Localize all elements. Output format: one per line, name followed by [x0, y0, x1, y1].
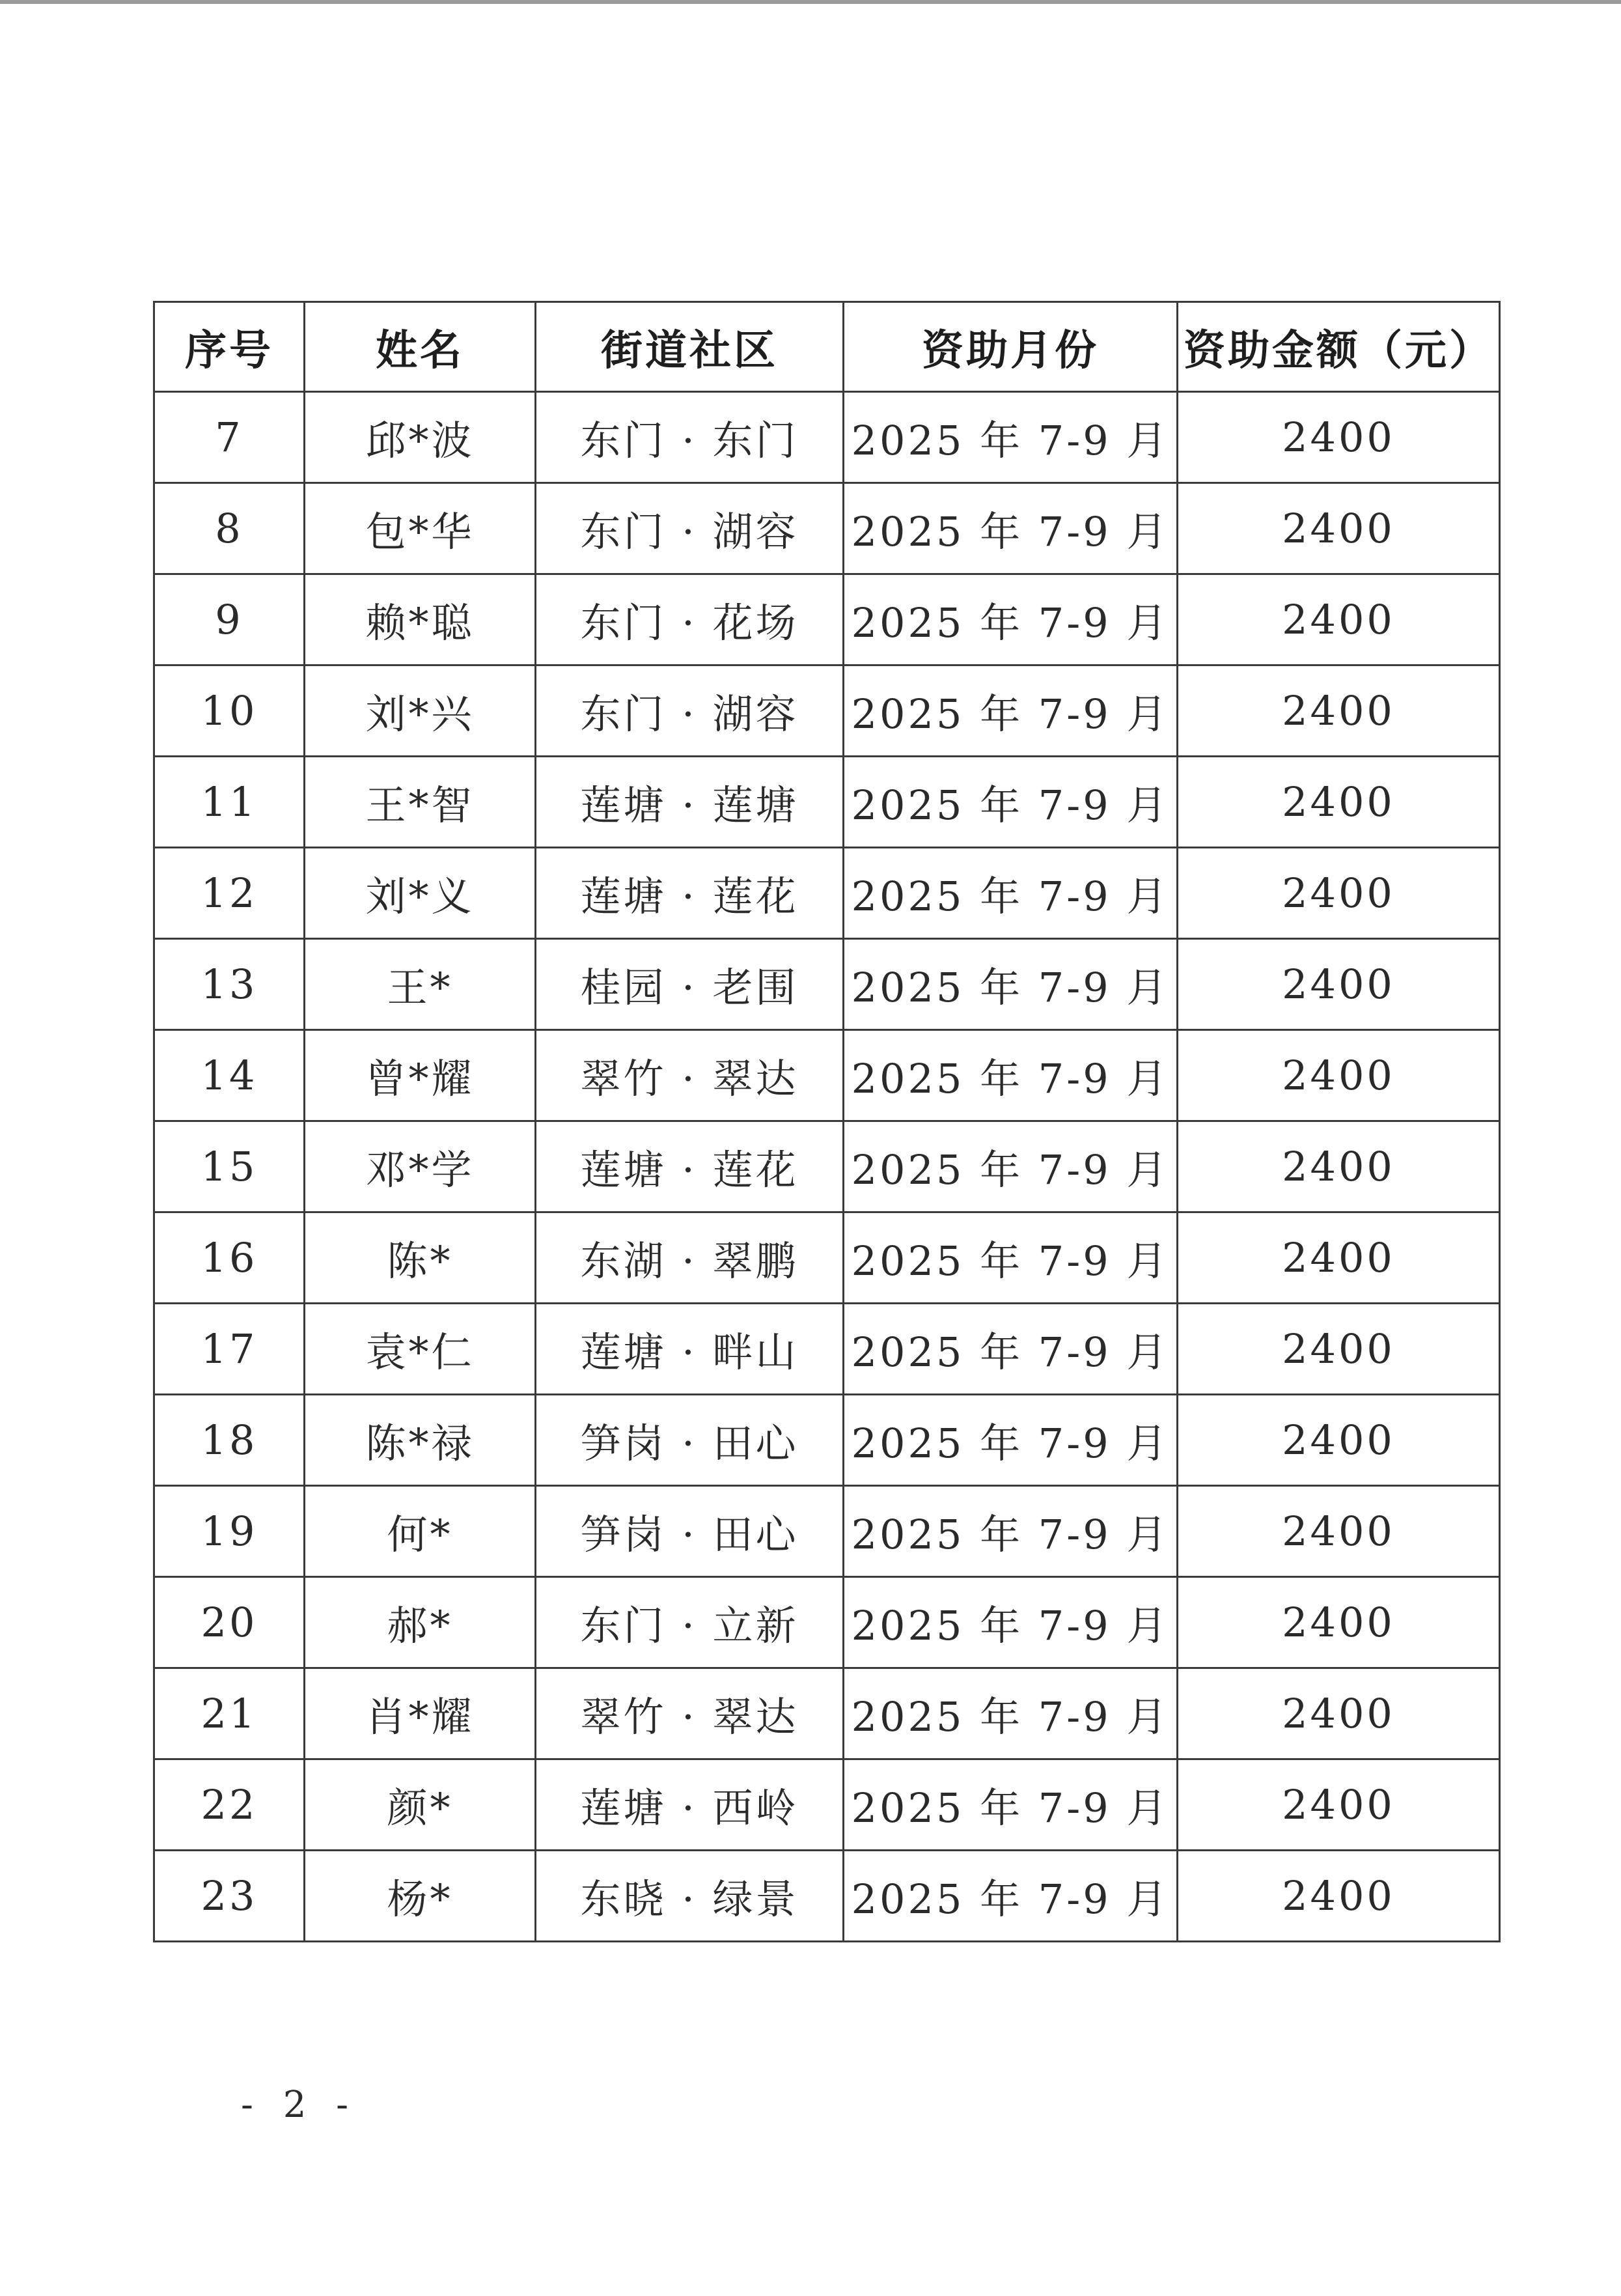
- cell-month: 2025 年 7-9 月: [844, 1212, 1178, 1304]
- cell-name: 肖*耀: [305, 1668, 536, 1759]
- cell-seq: 17: [154, 1304, 305, 1395]
- cell-name: 赖*聪: [305, 574, 536, 665]
- cell-amount: 2400: [1178, 1668, 1500, 1759]
- cell-amount: 2400: [1178, 483, 1500, 574]
- cell-amount: 2400: [1178, 1577, 1500, 1668]
- cell-seq: 18: [154, 1395, 305, 1486]
- header-month: 资助月份: [844, 302, 1178, 392]
- table-row: [154, 848, 1500, 939]
- cell-month: 2025 年 7-9 月: [844, 483, 1178, 574]
- cell-community: 莲塘 · 西岭: [536, 1759, 844, 1851]
- cell-community: 莲塘 · 莲花: [536, 1121, 844, 1212]
- cell-amount: 2400: [1178, 1851, 1500, 1942]
- cell-community: 东门 · 花场: [536, 574, 844, 665]
- cell-month: 2025 年 7-9 月: [844, 1759, 1178, 1851]
- cell-seq: 14: [154, 1030, 305, 1121]
- page-number: - 2 -: [241, 2084, 358, 2126]
- cell-amount: 2400: [1178, 392, 1500, 483]
- header-community: 街道社区: [536, 302, 844, 392]
- cell-seq: 12: [154, 848, 305, 939]
- cell-seq: 15: [154, 1121, 305, 1212]
- cell-month: 2025 年 7-9 月: [844, 848, 1178, 939]
- cell-community: 笋岗 · 田心: [536, 1395, 844, 1486]
- table-row: [154, 1212, 1500, 1304]
- cell-seq: 19: [154, 1486, 305, 1577]
- table-row: [154, 1577, 1500, 1668]
- table-row: [154, 392, 1500, 483]
- cell-seq: 11: [154, 757, 305, 848]
- table-row: [154, 1486, 1500, 1577]
- cell-amount: 2400: [1178, 1212, 1500, 1304]
- cell-seq: 13: [154, 939, 305, 1030]
- cell-amount: 2400: [1178, 1030, 1500, 1121]
- cell-community: 莲塘 · 畔山: [536, 1304, 844, 1395]
- table-row: [154, 1759, 1500, 1851]
- cell-community: 东门 · 东门: [536, 392, 844, 483]
- cell-month: 2025 年 7-9 月: [844, 1304, 1178, 1395]
- cell-name: 陈*: [305, 1212, 536, 1304]
- cell-seq: 7: [154, 392, 305, 483]
- cell-community: 东门 · 湖容: [536, 665, 844, 757]
- cell-seq: 10: [154, 665, 305, 757]
- cell-amount: 2400: [1178, 574, 1500, 665]
- table-row: [154, 1668, 1500, 1759]
- cell-month: 2025 年 7-9 月: [844, 392, 1178, 483]
- cell-amount: 2400: [1178, 1121, 1500, 1212]
- cell-amount: 2400: [1178, 1486, 1500, 1577]
- table-row: [154, 1121, 1500, 1212]
- table-row: [154, 757, 1500, 848]
- cell-month: 2025 年 7-9 月: [844, 1668, 1178, 1759]
- cell-name: 邱*波: [305, 392, 536, 483]
- cell-name: 邓*学: [305, 1121, 536, 1212]
- table-row: [154, 1851, 1500, 1942]
- cell-seq: 22: [154, 1759, 305, 1851]
- cell-seq: 16: [154, 1212, 305, 1304]
- scan-top-edge: [0, 0, 1621, 4]
- cell-name: 刘*义: [305, 848, 536, 939]
- cell-amount: 2400: [1178, 757, 1500, 848]
- cell-amount: 2400: [1178, 848, 1500, 939]
- cell-amount: 2400: [1178, 1304, 1500, 1395]
- cell-community: 笋岗 · 田心: [536, 1486, 844, 1577]
- table-row: [154, 1395, 1500, 1486]
- cell-community: 桂园 · 老围: [536, 939, 844, 1030]
- cell-name: 袁*仁: [305, 1304, 536, 1395]
- header-seq: 序号: [154, 302, 305, 392]
- cell-amount: 2400: [1178, 1759, 1500, 1851]
- table-row: [154, 665, 1500, 757]
- cell-month: 2025 年 7-9 月: [844, 1030, 1178, 1121]
- cell-month: 2025 年 7-9 月: [844, 757, 1178, 848]
- cell-name: 陈*禄: [305, 1395, 536, 1486]
- cell-month: 2025 年 7-9 月: [844, 1486, 1178, 1577]
- cell-month: 2025 年 7-9 月: [844, 665, 1178, 757]
- cell-name: 王*智: [305, 757, 536, 848]
- cell-name: 包*华: [305, 483, 536, 574]
- cell-month: 2025 年 7-9 月: [844, 939, 1178, 1030]
- cell-community: 东门 · 立新: [536, 1577, 844, 1668]
- cell-community: 东湖 · 翠鹏: [536, 1212, 844, 1304]
- cell-name: 郝*: [305, 1577, 536, 1668]
- cell-community: 东晓 · 绿景: [536, 1851, 844, 1942]
- cell-name: 曾*耀: [305, 1030, 536, 1121]
- cell-name: 何*: [305, 1486, 536, 1577]
- table-row: [154, 574, 1500, 665]
- cell-amount: 2400: [1178, 939, 1500, 1030]
- cell-community: 莲塘 · 莲花: [536, 848, 844, 939]
- cell-community: 东门 · 湖容: [536, 483, 844, 574]
- cell-seq: 9: [154, 574, 305, 665]
- cell-amount: 2400: [1178, 665, 1500, 757]
- cell-seq: 8: [154, 483, 305, 574]
- cell-name: 王*: [305, 939, 536, 1030]
- cell-month: 2025 年 7-9 月: [844, 1121, 1178, 1212]
- cell-name: 刘*兴: [305, 665, 536, 757]
- cell-month: 2025 年 7-9 月: [844, 1851, 1178, 1942]
- cell-seq: 23: [154, 1851, 305, 1942]
- cell-month: 2025 年 7-9 月: [844, 1577, 1178, 1668]
- header-row: [154, 302, 1500, 392]
- cell-name: 颜*: [305, 1759, 536, 1851]
- cell-community: 翠竹 · 翠达: [536, 1668, 844, 1759]
- cell-community: 翠竹 · 翠达: [536, 1030, 844, 1121]
- cell-seq: 21: [154, 1668, 305, 1759]
- cell-community: 莲塘 · 莲塘: [536, 757, 844, 848]
- table-row: [154, 1304, 1500, 1395]
- table-row: [154, 939, 1500, 1030]
- cell-name: 杨*: [305, 1851, 536, 1942]
- cell-month: 2025 年 7-9 月: [844, 574, 1178, 665]
- table-row: [154, 483, 1500, 574]
- subsidy-table: [153, 301, 1501, 1942]
- header-name: 姓名: [305, 302, 536, 392]
- cell-seq: 20: [154, 1577, 305, 1668]
- header-amount: 资助金额（元）: [1178, 302, 1500, 392]
- cell-amount: 2400: [1178, 1395, 1500, 1486]
- table-row: [154, 1030, 1500, 1121]
- cell-month: 2025 年 7-9 月: [844, 1395, 1178, 1486]
